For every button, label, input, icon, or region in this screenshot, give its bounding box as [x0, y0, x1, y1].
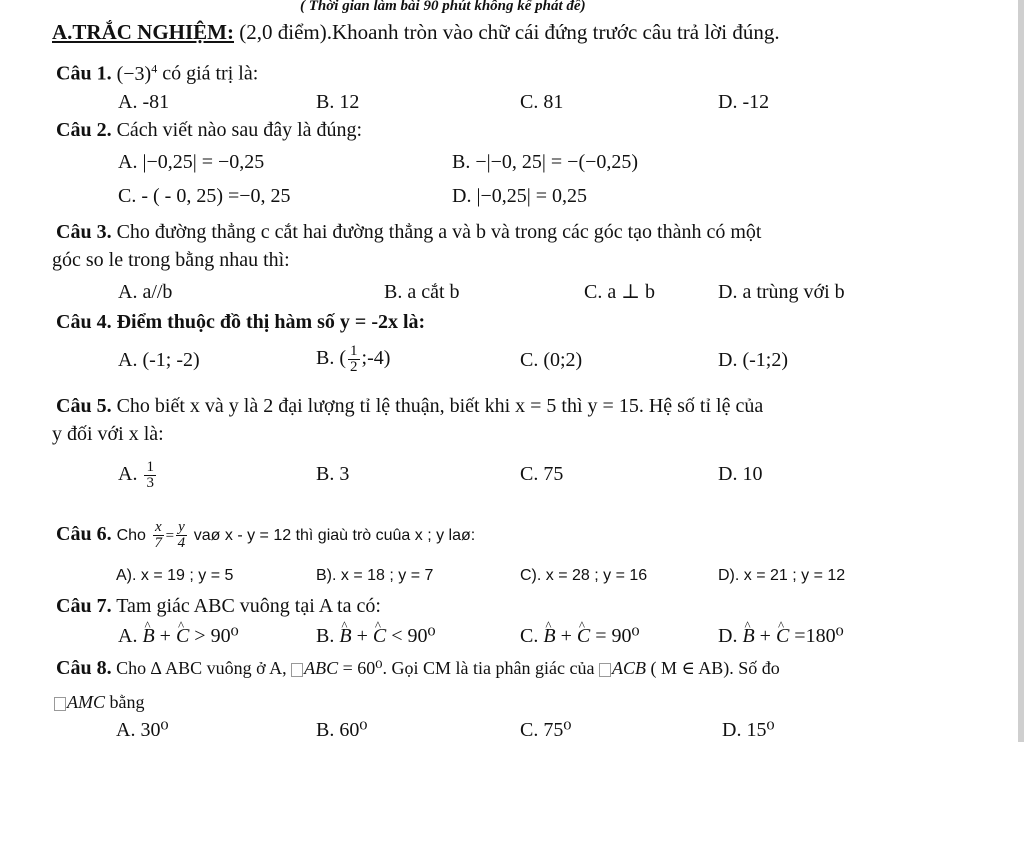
q5-option-d[interactable]: D. 10: [718, 463, 763, 485]
q6-option-a[interactable]: A). x = 19 ; y = 5: [116, 567, 234, 584]
q1-option-a[interactable]: A. -81: [118, 91, 170, 113]
question-2: [56, 118, 362, 142]
q2-option-c[interactable]: C. - ( - 0, 25) =−0, 25: [118, 185, 291, 207]
section-instruction: (2,0 điểm).Khoanh tròn vào chữ cái đứng trước câu trả lời đúng.: [239, 20, 780, 44]
q7-option-c[interactable]: C. ^ B + ^ C = 90⁰: [520, 624, 639, 648]
q2-option-d[interactable]: D. |−0,25| = 0,25: [452, 185, 588, 207]
q8-option-b[interactable]: B. 60⁰: [316, 719, 368, 741]
q2-option-a[interactable]: A. |−0,25| = −0,25: [118, 151, 265, 173]
q4-option-c[interactable]: C. (0;2): [520, 349, 583, 371]
q8-option-a[interactable]: A. 30⁰: [116, 719, 169, 741]
q4-option-d[interactable]: D. (-1;2): [718, 349, 788, 371]
q5-option-c[interactable]: C. 75: [520, 463, 564, 485]
fraction: $\frac{x}{7}$: [154, 518, 163, 551]
question-text: có giá trị là:: [162, 62, 259, 85]
q3-option-c[interactable]: C. a ⊥ b: [584, 281, 656, 303]
q1-option-b[interactable]: B. 12: [316, 91, 360, 113]
q8-option-c[interactable]: C. 75⁰: [520, 719, 572, 741]
q4-option-b[interactable]: B. ( $\frac{1}{2}$ ;-4): [316, 342, 391, 375]
q3-option-b[interactable]: B. a cắt b: [384, 281, 460, 303]
question-4: [56, 310, 425, 334]
q1-expression: $(-3)^4$: [116, 61, 158, 85]
question-label: Câu 8.: [56, 657, 112, 679]
question-label: Câu 1.: [56, 62, 112, 85]
question-text: Cho đường thẳng c cắt hai đường thẳng a và b và trong các góc tạo thành có một: [116, 221, 762, 243]
question-label: Câu 7.: [56, 595, 112, 617]
question-5-line2: y đối với x là:: [52, 423, 164, 445]
time-note: ( Thời gian làm bài 90 phút không kể phát đề): [300, 0, 586, 14]
question-3-line2: góc so le trong bằng nhau thì:: [52, 249, 290, 271]
question-text: Điểm thuộc đồ thị hàm số y = -2x là:: [116, 311, 426, 333]
question-3: [56, 220, 761, 244]
q5-option-b[interactable]: B. 3: [316, 463, 350, 485]
question-6: Câu 6. Cho $\frac{x}{7}$ = $\frac{y}{4}$ vaø x - y = 12 thì giaù trò cuûa x ; y laø:: [56, 518, 476, 551]
section-title: A.TRẮC NGHIỆM:: [52, 20, 234, 44]
q5-option-a[interactable]: A. $\frac{1}{3}$: [118, 458, 154, 491]
missing-glyph-icon: [291, 663, 303, 677]
q3-option-d[interactable]: D. a trùng với b: [718, 281, 845, 303]
q8-option-d[interactable]: D. 15⁰: [722, 719, 775, 741]
fraction: $\frac{y}{4}$: [177, 518, 186, 551]
fraction: $\frac{1}{2}$: [350, 342, 358, 375]
q4-option-a[interactable]: A. (-1; -2): [118, 349, 200, 371]
q7-option-b[interactable]: B. ^ B + ^ C < 90⁰: [316, 624, 435, 648]
missing-glyph-icon: [54, 697, 66, 711]
q1-option-c[interactable]: C. 81: [520, 91, 564, 113]
q6-option-b[interactable]: B). x = 18 ; y = 7: [316, 567, 434, 584]
q3-option-a[interactable]: A. a//b: [118, 281, 173, 303]
q6-option-c[interactable]: C). x = 28 ; y = 16: [520, 567, 648, 584]
question-label: Câu 4.: [56, 311, 112, 333]
question-label: Câu 5.: [56, 395, 112, 417]
question-label: Câu 2.: [56, 119, 112, 141]
q7-option-a[interactable]: A. ^ B + ^ C > 90⁰: [118, 624, 239, 648]
question-text: Cho biết x và y là 2 đại lượng tỉ lệ thuận, biết khi x = 5 thì y = 15. Hệ số tỉ lệ của: [116, 395, 764, 417]
question-label: Câu 6.: [56, 523, 112, 545]
right-edge-bar: [1018, 0, 1024, 742]
q7-option-d[interactable]: D. ^ B + ^ C =180⁰: [718, 624, 844, 648]
question-label: Câu 3.: [56, 221, 112, 243]
q2-option-b[interactable]: B. −|−0, 25| = −(−0,25): [452, 151, 639, 173]
question-8: Câu 8. Cho ∆ ABC vuông ở A, ABC = 60⁰. Gọi CM là tia phân giác của ACB ( M ∈ AB). Số đo: [56, 657, 780, 679]
q6-option-d[interactable]: D). x = 21 ; y = 12: [718, 567, 846, 584]
question-1: [56, 56, 258, 86]
question-8-line2: AMC bằng: [54, 690, 145, 714]
question-5: [56, 394, 763, 418]
section-heading: [52, 20, 780, 44]
question-text: Tam giác ABC vuông tại A ta có:: [116, 595, 381, 617]
question-text: vaø x - y = 12 thì giaù trò cuûa x ; y laø:: [193, 527, 476, 544]
question-7: [56, 594, 381, 618]
question-text: Cách viết nào sau đây là đúng:: [116, 119, 363, 141]
q1-option-d[interactable]: D. -12: [718, 91, 770, 113]
fraction: $\frac{1}{3}$: [146, 458, 154, 491]
missing-glyph-icon: [599, 663, 611, 677]
